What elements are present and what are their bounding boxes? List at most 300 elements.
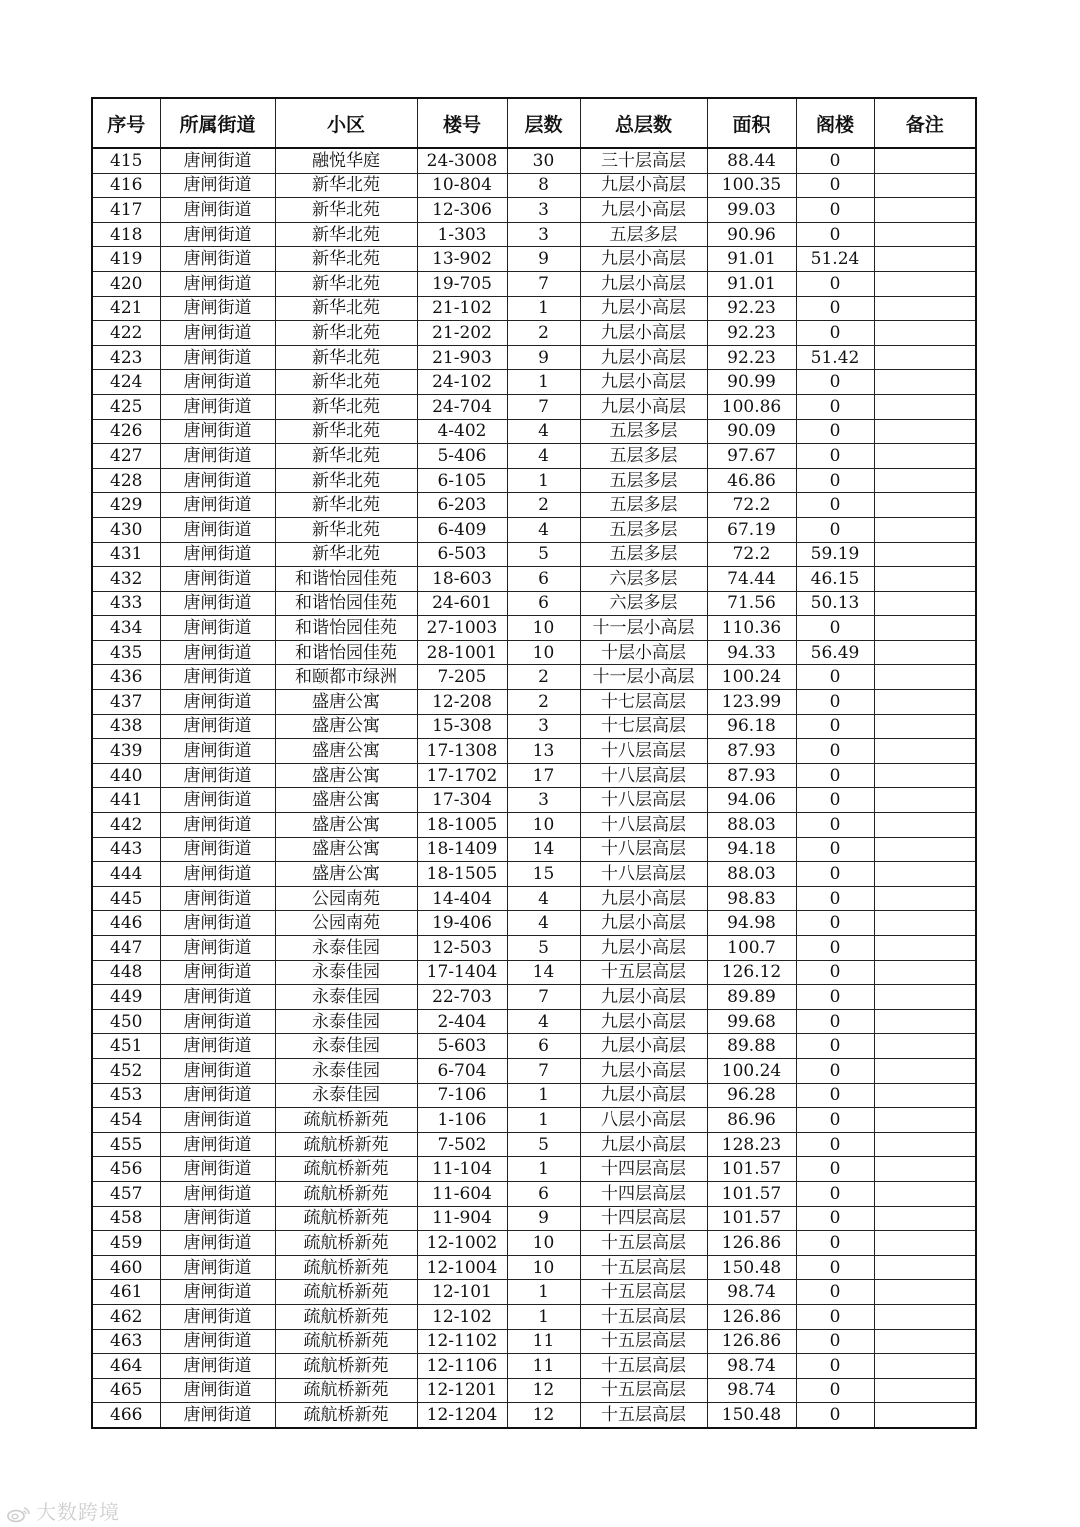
table-row <box>92 591 976 616</box>
col-remarks-cell <box>874 1231 976 1256</box>
col-remarks-cell <box>874 198 976 223</box>
col-floor-cell: 14 <box>507 960 580 985</box>
col-remarks-cell <box>874 1132 976 1157</box>
col-floor-cell: 9 <box>507 247 580 272</box>
col-community-cell: 盛唐公寓 <box>275 739 417 764</box>
col-area-cell: 74.44 <box>707 567 796 592</box>
col-area-cell: 92.23 <box>707 296 796 321</box>
col-remarks-cell <box>874 1157 976 1182</box>
col-street-cell: 唐闸街道 <box>160 862 275 887</box>
col-building-cell: 21-102 <box>417 296 507 321</box>
col-floor-cell: 7 <box>507 394 580 419</box>
col-attic-cell: 0 <box>796 370 874 395</box>
col-community-cell: 盛唐公寓 <box>275 788 417 813</box>
col-total-floors-cell: 十五层高层 <box>580 1354 707 1379</box>
table-row <box>92 321 976 346</box>
col-total-floors-cell: 九层小高层 <box>580 1083 707 1108</box>
col-attic-cell: 0 <box>796 763 874 788</box>
col-street-cell: 唐闸街道 <box>160 493 275 518</box>
col-remarks-cell <box>874 468 976 493</box>
col-attic-cell: 0 <box>796 690 874 715</box>
housing-table <box>91 97 977 1429</box>
col-floor-cell: 15 <box>507 862 580 887</box>
col-street-cell: 唐闸街道 <box>160 591 275 616</box>
table-row <box>92 517 976 542</box>
table-row <box>92 763 976 788</box>
col-floor-cell: 6 <box>507 591 580 616</box>
col-community-cell: 疏航桥新苑 <box>275 1255 417 1280</box>
col-building-cell: 24-102 <box>417 370 507 395</box>
col-street-cell: 唐闸街道 <box>160 296 275 321</box>
col-index-cell: 446 <box>92 911 160 936</box>
col-floor-cell: 7 <box>507 1058 580 1083</box>
col-total-floors-cell: 五层多层 <box>580 493 707 518</box>
col-attic-cell: 0 <box>796 1009 874 1034</box>
col-attic-cell: 0 <box>796 296 874 321</box>
col-attic-cell: 0 <box>796 886 874 911</box>
col-total-floors-cell: 九层小高层 <box>580 198 707 223</box>
col-index-cell: 423 <box>92 345 160 370</box>
col-index-cell: 437 <box>92 690 160 715</box>
col-street-cell: 唐闸街道 <box>160 813 275 838</box>
col-index-cell: 443 <box>92 837 160 862</box>
col-community-cell: 疏航桥新苑 <box>275 1132 417 1157</box>
col-attic-cell: 0 <box>796 1304 874 1329</box>
col-attic-cell: 0 <box>796 1403 874 1428</box>
col-index-cell: 457 <box>92 1181 160 1206</box>
col-area-cell: 98.74 <box>707 1280 796 1305</box>
col-attic-cell: 0 <box>796 1206 874 1231</box>
col-street-cell: 唐闸街道 <box>160 271 275 296</box>
col-street-cell: 唐闸街道 <box>160 198 275 223</box>
col-total-floors-cell: 九层小高层 <box>580 321 707 346</box>
col-street-cell: 唐闸街道 <box>160 690 275 715</box>
col-index-cell: 421 <box>92 296 160 321</box>
col-street-cell: 唐闸街道 <box>160 1329 275 1354</box>
table-row <box>92 345 976 370</box>
col-street-cell: 唐闸街道 <box>160 468 275 493</box>
col-street-cell: 唐闸街道 <box>160 247 275 272</box>
col-total-floors-cell: 九层小高层 <box>580 1132 707 1157</box>
col-total-floors-cell: 十八层高层 <box>580 813 707 838</box>
col-area-cell: 96.18 <box>707 714 796 739</box>
table-row <box>92 985 976 1010</box>
col-attic-cell: 0 <box>796 1058 874 1083</box>
col-building-cell: 24-601 <box>417 591 507 616</box>
col-building-cell: 12-1002 <box>417 1231 507 1256</box>
table-row <box>92 394 976 419</box>
table-row <box>92 911 976 936</box>
col-area-cell: 71.56 <box>707 591 796 616</box>
col-attic-cell: 56.49 <box>796 640 874 665</box>
col-area-cell: 100.35 <box>707 173 796 198</box>
col-building-cell: 12-1004 <box>417 1255 507 1280</box>
col-floor-cell: 5 <box>507 936 580 961</box>
col-area-cell: 100.24 <box>707 1058 796 1083</box>
col-remarks-cell <box>874 148 976 173</box>
col-street-cell: 唐闸街道 <box>160 886 275 911</box>
col-remarks-cell <box>874 911 976 936</box>
col-area-cell: 89.89 <box>707 985 796 1010</box>
col-total-floors-cell: 九层小高层 <box>580 911 707 936</box>
col-remarks-cell <box>874 640 976 665</box>
col-total-floors-cell: 九层小高层 <box>580 173 707 198</box>
col-building-cell: 19-705 <box>417 271 507 296</box>
col-remarks-cell <box>874 1403 976 1428</box>
col-street-cell: 唐闸街道 <box>160 1009 275 1034</box>
col-floor-cell: 2 <box>507 493 580 518</box>
col-attic-cell: 0 <box>796 468 874 493</box>
col-total-floors-cell: 五层多层 <box>580 444 707 469</box>
col-remarks-cell <box>874 690 976 715</box>
col-remarks-cell <box>874 1181 976 1206</box>
col-community-cell: 新华北苑 <box>275 198 417 223</box>
col-street-cell: 唐闸街道 <box>160 517 275 542</box>
col-floor-cell: 4 <box>507 911 580 936</box>
col-area-cell: 101.57 <box>707 1157 796 1182</box>
col-floor-cell: 3 <box>507 222 580 247</box>
col-street-cell: 唐闸街道 <box>160 567 275 592</box>
col-area-cell: 91.01 <box>707 271 796 296</box>
col-attic-cell: 0 <box>796 739 874 764</box>
col-index-cell: 429 <box>92 493 160 518</box>
col-total-floors-cell: 十八层高层 <box>580 739 707 764</box>
col-building-cell: 4-402 <box>417 419 507 444</box>
col-building-cell: 17-1308 <box>417 739 507 764</box>
col-total-floors-cell: 九层小高层 <box>580 1058 707 1083</box>
col-community-cell: 和谐怡园佳苑 <box>275 591 417 616</box>
col-remarks-cell <box>874 1108 976 1133</box>
col-remarks-cell <box>874 837 976 862</box>
col-street-cell: 唐闸街道 <box>160 1304 275 1329</box>
col-area-cell: 126.86 <box>707 1304 796 1329</box>
col-building-cell: 12-101 <box>417 1280 507 1305</box>
col-total-floors-cell: 九层小高层 <box>580 247 707 272</box>
col-street-cell: 唐闸街道 <box>160 173 275 198</box>
col-attic-cell: 0 <box>796 517 874 542</box>
col-total-floors-cell: 十四层高层 <box>580 1157 707 1182</box>
col-building-cell: 6-203 <box>417 493 507 518</box>
col-attic-cell: 0 <box>796 148 874 173</box>
col-total-floors-cell: 五层多层 <box>580 419 707 444</box>
col-index-cell: 456 <box>92 1157 160 1182</box>
col-building-cell: 27-1003 <box>417 616 507 641</box>
col-remarks-cell <box>874 222 976 247</box>
col-area-cell: 98.74 <box>707 1378 796 1403</box>
col-index-cell: 451 <box>92 1034 160 1059</box>
col-community-cell: 新华北苑 <box>275 468 417 493</box>
table-row <box>92 739 976 764</box>
col-community-cell: 公园南苑 <box>275 911 417 936</box>
col-street-cell: 唐闸街道 <box>160 394 275 419</box>
col-community-cell: 盛唐公寓 <box>275 837 417 862</box>
col-community-cell: 疏航桥新苑 <box>275 1403 417 1428</box>
col-floor-cell: 10 <box>507 813 580 838</box>
col-remarks-cell <box>874 862 976 887</box>
col-building-cell: 6-704 <box>417 1058 507 1083</box>
col-building-cell: 24-704 <box>417 394 507 419</box>
col-total-floors-cell: 八层小高层 <box>580 1108 707 1133</box>
col-floor-cell: 3 <box>507 198 580 223</box>
col-building-cell: 6-503 <box>417 542 507 567</box>
col-community-cell: 新华北苑 <box>275 222 417 247</box>
col-building-cell: 13-902 <box>417 247 507 272</box>
col-community-cell: 永泰佳园 <box>275 960 417 985</box>
col-remarks-cell <box>874 1378 976 1403</box>
col-total-floors-cell: 十五层高层 <box>580 1280 707 1305</box>
col-area-cell: 94.98 <box>707 911 796 936</box>
col-attic-cell: 0 <box>796 173 874 198</box>
col-index-cell: 452 <box>92 1058 160 1083</box>
col-building-cell: 7-106 <box>417 1083 507 1108</box>
col-attic-cell: 0 <box>796 271 874 296</box>
col-index-cell: 434 <box>92 616 160 641</box>
col-street-cell: 唐闸街道 <box>160 370 275 395</box>
table-row <box>92 173 976 198</box>
col-attic-cell: 0 <box>796 862 874 887</box>
col-remarks-cell <box>874 296 976 321</box>
col-area-cell: 123.99 <box>707 690 796 715</box>
col-attic-cell: 0 <box>796 1157 874 1182</box>
col-community-cell: 和谐怡园佳苑 <box>275 567 417 592</box>
col-attic-cell: 0 <box>796 222 874 247</box>
col-street-cell: 唐闸街道 <box>160 665 275 690</box>
header-col-total-floors: 总层数 <box>580 98 707 148</box>
col-total-floors-cell: 十七层高层 <box>580 714 707 739</box>
col-index-cell: 463 <box>92 1329 160 1354</box>
col-total-floors-cell: 九层小高层 <box>580 1009 707 1034</box>
table-body <box>92 148 976 1428</box>
col-building-cell: 6-409 <box>417 517 507 542</box>
col-area-cell: 86.96 <box>707 1108 796 1133</box>
col-floor-cell: 10 <box>507 1255 580 1280</box>
col-community-cell: 新华北苑 <box>275 542 417 567</box>
col-remarks-cell <box>874 444 976 469</box>
table-row <box>92 1181 976 1206</box>
table-row <box>92 1157 976 1182</box>
col-community-cell: 新华北苑 <box>275 173 417 198</box>
table-row <box>92 690 976 715</box>
col-street-cell: 唐闸街道 <box>160 444 275 469</box>
col-attic-cell: 0 <box>796 444 874 469</box>
col-street-cell: 唐闸街道 <box>160 1034 275 1059</box>
col-street-cell: 唐闸街道 <box>160 1058 275 1083</box>
col-floor-cell: 3 <box>507 788 580 813</box>
col-attic-cell: 0 <box>796 493 874 518</box>
col-remarks-cell <box>874 247 976 272</box>
col-floor-cell: 3 <box>507 714 580 739</box>
col-attic-cell: 0 <box>796 936 874 961</box>
col-community-cell: 疏航桥新苑 <box>275 1108 417 1133</box>
col-total-floors-cell: 九层小高层 <box>580 936 707 961</box>
col-street-cell: 唐闸街道 <box>160 837 275 862</box>
col-remarks-cell <box>874 321 976 346</box>
header-col-area: 面积 <box>707 98 796 148</box>
col-building-cell: 17-1404 <box>417 960 507 985</box>
col-total-floors-cell: 十七层高层 <box>580 690 707 715</box>
col-total-floors-cell: 十五层高层 <box>580 1255 707 1280</box>
col-index-cell: 427 <box>92 444 160 469</box>
col-remarks-cell <box>874 345 976 370</box>
table-row <box>92 1083 976 1108</box>
col-total-floors-cell: 十八层高层 <box>580 862 707 887</box>
col-remarks-cell <box>874 567 976 592</box>
col-floor-cell: 12 <box>507 1403 580 1428</box>
col-building-cell: 18-1505 <box>417 862 507 887</box>
col-area-cell: 98.83 <box>707 886 796 911</box>
col-community-cell: 新华北苑 <box>275 419 417 444</box>
col-community-cell: 疏航桥新苑 <box>275 1354 417 1379</box>
watermark-text: 大数跨境 <box>36 1500 120 1524</box>
col-remarks-cell <box>874 271 976 296</box>
col-street-cell: 唐闸街道 <box>160 1280 275 1305</box>
col-street-cell: 唐闸街道 <box>160 1157 275 1182</box>
col-remarks-cell <box>874 739 976 764</box>
col-community-cell: 新华北苑 <box>275 517 417 542</box>
col-street-cell: 唐闸街道 <box>160 936 275 961</box>
col-floor-cell: 14 <box>507 837 580 862</box>
col-building-cell: 18-603 <box>417 567 507 592</box>
col-remarks-cell <box>874 1280 976 1305</box>
col-street-cell: 唐闸街道 <box>160 419 275 444</box>
col-area-cell: 91.01 <box>707 247 796 272</box>
col-area-cell: 88.44 <box>707 148 796 173</box>
col-building-cell: 12-1106 <box>417 1354 507 1379</box>
col-building-cell: 5-603 <box>417 1034 507 1059</box>
col-remarks-cell <box>874 1206 976 1231</box>
col-index-cell: 444 <box>92 862 160 887</box>
table-row <box>92 542 976 567</box>
col-total-floors-cell: 五层多层 <box>580 222 707 247</box>
table-row <box>92 271 976 296</box>
table-row <box>92 148 976 173</box>
col-total-floors-cell: 九层小高层 <box>580 886 707 911</box>
col-remarks-cell <box>874 493 976 518</box>
col-attic-cell: 0 <box>796 394 874 419</box>
col-area-cell: 100.24 <box>707 665 796 690</box>
col-index-cell: 417 <box>92 198 160 223</box>
col-attic-cell: 0 <box>796 321 874 346</box>
col-floor-cell: 4 <box>507 886 580 911</box>
col-area-cell: 87.93 <box>707 739 796 764</box>
table-row <box>92 296 976 321</box>
col-floor-cell: 10 <box>507 640 580 665</box>
col-street-cell: 唐闸街道 <box>160 1108 275 1133</box>
col-building-cell: 12-102 <box>417 1304 507 1329</box>
col-building-cell: 6-105 <box>417 468 507 493</box>
col-floor-cell: 5 <box>507 542 580 567</box>
col-total-floors-cell: 十层小高层 <box>580 640 707 665</box>
table-row <box>92 936 976 961</box>
col-area-cell: 126.86 <box>707 1231 796 1256</box>
table-row <box>92 714 976 739</box>
col-total-floors-cell: 五层多层 <box>580 468 707 493</box>
col-total-floors-cell: 九层小高层 <box>580 394 707 419</box>
table-row <box>92 1206 976 1231</box>
col-area-cell: 100.86 <box>707 394 796 419</box>
col-floor-cell: 1 <box>507 296 580 321</box>
col-remarks-cell <box>874 1009 976 1034</box>
col-area-cell: 90.96 <box>707 222 796 247</box>
col-index-cell: 453 <box>92 1083 160 1108</box>
col-attic-cell: 0 <box>796 714 874 739</box>
col-total-floors-cell: 十五层高层 <box>580 1231 707 1256</box>
col-floor-cell: 1 <box>507 1083 580 1108</box>
table-row <box>92 247 976 272</box>
col-index-cell: 424 <box>92 370 160 395</box>
col-floor-cell: 1 <box>507 1304 580 1329</box>
col-floor-cell: 4 <box>507 444 580 469</box>
col-community-cell: 永泰佳园 <box>275 985 417 1010</box>
col-floor-cell: 17 <box>507 763 580 788</box>
col-area-cell: 99.03 <box>707 198 796 223</box>
col-total-floors-cell: 十五层高层 <box>580 1304 707 1329</box>
col-street-cell: 唐闸街道 <box>160 1354 275 1379</box>
col-total-floors-cell: 十八层高层 <box>580 763 707 788</box>
col-area-cell: 94.18 <box>707 837 796 862</box>
table-row <box>92 1354 976 1379</box>
col-floor-cell: 12 <box>507 1378 580 1403</box>
col-area-cell: 94.06 <box>707 788 796 813</box>
col-street-cell: 唐闸街道 <box>160 739 275 764</box>
table-row <box>92 1304 976 1329</box>
col-index-cell: 418 <box>92 222 160 247</box>
col-attic-cell: 0 <box>796 1231 874 1256</box>
col-remarks-cell <box>874 1083 976 1108</box>
col-remarks-cell <box>874 985 976 1010</box>
col-community-cell: 盛唐公寓 <box>275 763 417 788</box>
col-community-cell: 疏航桥新苑 <box>275 1157 417 1182</box>
col-area-cell: 99.68 <box>707 1009 796 1034</box>
col-community-cell: 融悦华庭 <box>275 148 417 173</box>
col-index-cell: 439 <box>92 739 160 764</box>
col-total-floors-cell: 九层小高层 <box>580 345 707 370</box>
col-building-cell: 14-404 <box>417 886 507 911</box>
col-community-cell: 疏航桥新苑 <box>275 1231 417 1256</box>
col-remarks-cell <box>874 1255 976 1280</box>
col-building-cell: 10-804 <box>417 173 507 198</box>
col-index-cell: 460 <box>92 1255 160 1280</box>
col-remarks-cell <box>874 936 976 961</box>
col-floor-cell: 4 <box>507 1009 580 1034</box>
col-attic-cell: 0 <box>796 1354 874 1379</box>
table-row <box>92 788 976 813</box>
col-remarks-cell <box>874 960 976 985</box>
col-index-cell: 442 <box>92 813 160 838</box>
table-row <box>92 837 976 862</box>
col-area-cell: 101.57 <box>707 1206 796 1231</box>
col-remarks-cell <box>874 665 976 690</box>
col-total-floors-cell: 六层多层 <box>580 591 707 616</box>
col-street-cell: 唐闸街道 <box>160 222 275 247</box>
col-community-cell: 新华北苑 <box>275 370 417 395</box>
table-row <box>92 468 976 493</box>
col-area-cell: 126.86 <box>707 1329 796 1354</box>
col-area-cell: 110.36 <box>707 616 796 641</box>
table-row <box>92 567 976 592</box>
header-col-index: 序号 <box>92 98 160 148</box>
col-total-floors-cell: 九层小高层 <box>580 1034 707 1059</box>
col-community-cell: 永泰佳园 <box>275 1058 417 1083</box>
table-row <box>92 1132 976 1157</box>
col-community-cell: 新华北苑 <box>275 296 417 321</box>
col-building-cell: 17-304 <box>417 788 507 813</box>
col-building-cell: 19-406 <box>417 911 507 936</box>
col-street-cell: 唐闸街道 <box>160 542 275 567</box>
col-community-cell: 疏航桥新苑 <box>275 1206 417 1231</box>
col-remarks-cell <box>874 1304 976 1329</box>
col-community-cell: 和谐怡园佳苑 <box>275 640 417 665</box>
